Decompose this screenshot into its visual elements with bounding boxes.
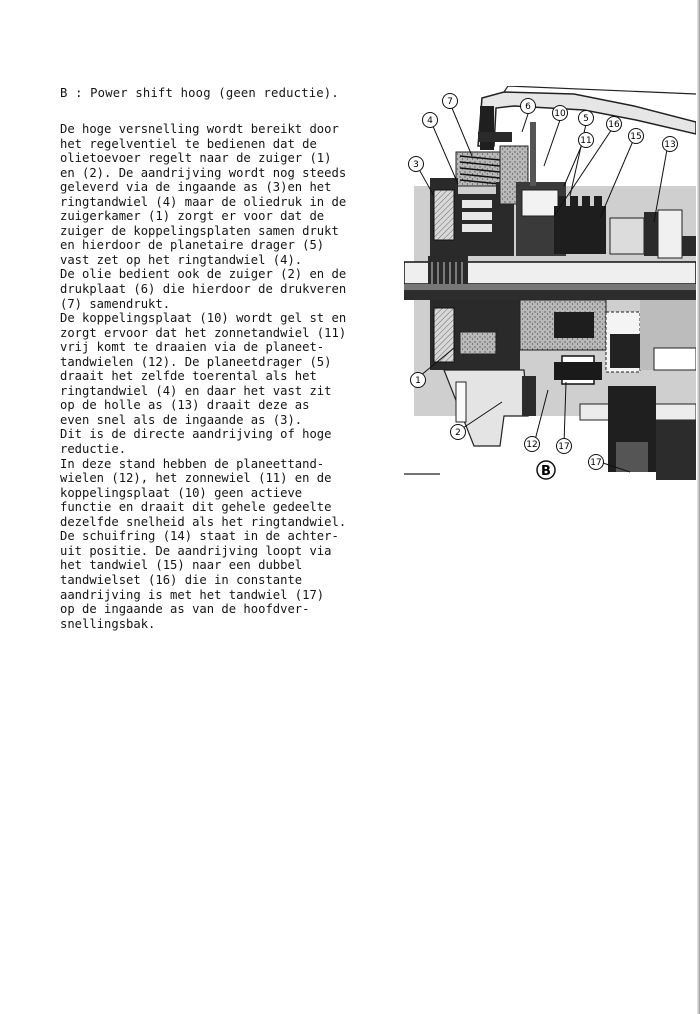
text-line: vrij komt te draaien via de planeet- bbox=[60, 340, 325, 355]
svg-text:11: 11 bbox=[580, 136, 592, 146]
text-line: draait het zelfde toerental als het bbox=[60, 369, 317, 384]
text-line: snellingsbak. bbox=[60, 616, 156, 631]
text-line: drukplaat (6) die hierdoor de drukveren bbox=[60, 282, 347, 297]
callout-4 bbox=[423, 113, 438, 128]
svg-text:5: 5 bbox=[583, 114, 589, 124]
input-shaft bbox=[404, 256, 696, 300]
callout-6 bbox=[521, 99, 536, 114]
text-line: het tandwiel (15) naar een dubbel bbox=[60, 558, 303, 573]
text-line: aandrijving is met het tandwiel (17) bbox=[60, 587, 325, 602]
callout-10 bbox=[553, 106, 568, 121]
callout-17 bbox=[589, 455, 604, 470]
text-line: functie en draait dit gehele gedeelte bbox=[60, 500, 332, 515]
text-line: geleverd via de ingaande as (3)en het bbox=[60, 180, 332, 195]
svg-text:12: 12 bbox=[526, 440, 538, 450]
svg-text:3: 3 bbox=[413, 160, 419, 170]
callout-5 bbox=[579, 111, 594, 126]
svg-text:1: 1 bbox=[415, 376, 421, 386]
callout-1 bbox=[411, 373, 426, 388]
text-line: olietoevoer regelt naar de zuiger (1) bbox=[60, 151, 332, 166]
text-line: op de holle as (13) draait deze as bbox=[60, 398, 310, 413]
text-line: zuiger de koppelingsplaten samen drukt bbox=[60, 223, 339, 238]
section-heading: B : Power shift hoog (geen reductie). bbox=[60, 86, 339, 100]
svg-text:6: 6 bbox=[525, 102, 531, 112]
callout-11 bbox=[579, 133, 594, 148]
spring-pack bbox=[456, 152, 504, 186]
section-label-b bbox=[537, 461, 555, 479]
text-line: De koppelingsplaat (10) wordt gel st en bbox=[60, 311, 347, 326]
text-line: tandwielset (16) die in constante bbox=[60, 572, 303, 587]
text-line: zuigerkamer (1) zorgt er voor dat de bbox=[60, 209, 325, 224]
text-line: en hierdoor de planetaire drager (5) bbox=[60, 238, 325, 253]
text-line: vast zet op het ringtandwiel (4). bbox=[60, 252, 303, 267]
svg-text:2: 2 bbox=[455, 428, 461, 438]
text-line: Dit is de directe aandrijving of hoge bbox=[60, 427, 332, 442]
svg-text:B: B bbox=[541, 464, 551, 479]
text-line: zorgt ervoor dat het zonnetandwiel (11) bbox=[60, 325, 347, 340]
text-line: De schuifring (14) staat in de achter- bbox=[60, 529, 339, 544]
text-line: dezelfde snelheid als het ringtandwiel. bbox=[60, 514, 347, 529]
text-line: op de ingaande as van de hoofdver- bbox=[60, 602, 310, 617]
text-line: uit positie. De aandrijving loopt via bbox=[60, 543, 332, 558]
text-line: wielen (12), het zonnewiel (11) en de bbox=[60, 471, 332, 486]
callout-2 bbox=[451, 425, 466, 440]
text-line: De olie bedient ook de zuiger (2) en de bbox=[60, 267, 347, 282]
callout-3 bbox=[409, 157, 424, 172]
text-line: De hoge versnelling wordt bereikt door bbox=[60, 122, 339, 136]
svg-text:4: 4 bbox=[427, 116, 433, 126]
callout-15 bbox=[607, 117, 622, 132]
text-line: ringtandwiel (4) maar de oliedruk in de bbox=[60, 194, 347, 209]
callout-12 bbox=[525, 437, 540, 452]
svg-text:17: 17 bbox=[558, 442, 570, 452]
callout-7 bbox=[443, 94, 458, 109]
callout-14 bbox=[629, 129, 644, 144]
callout-16 bbox=[557, 439, 572, 454]
text-line: tandwielen (12). De planeetdrager (5) bbox=[60, 354, 332, 369]
transmission-cross-section-figure bbox=[404, 86, 696, 486]
svg-text:13: 13 bbox=[664, 140, 676, 150]
text-line: het regelventiel te bedienen dat de bbox=[60, 136, 317, 151]
text-line: en (2). De aandrijving wordt nog steeds bbox=[60, 165, 347, 180]
text-line: even snel als de ingaande as (3). bbox=[60, 412, 303, 427]
text-line: reductie. bbox=[60, 442, 127, 457]
text-line: koppelingsplaat (10) geen actieve bbox=[60, 485, 303, 500]
svg-text:15: 15 bbox=[630, 132, 642, 142]
svg-text:16: 16 bbox=[608, 120, 620, 130]
text-line: ringtandwiel (4) en daar het vast zit bbox=[60, 383, 332, 398]
upper-clutch-assembly bbox=[430, 122, 566, 256]
text-line: (7) samendrukt. bbox=[60, 296, 171, 311]
svg-text:7: 7 bbox=[447, 97, 453, 107]
cross-section-drawing bbox=[404, 86, 696, 486]
callout-13 bbox=[663, 137, 678, 152]
text-line: In deze stand hebben de planeettand- bbox=[60, 456, 325, 471]
body-text bbox=[60, 122, 410, 631]
svg-text:10: 10 bbox=[554, 109, 566, 119]
svg-text:17: 17 bbox=[590, 458, 602, 468]
